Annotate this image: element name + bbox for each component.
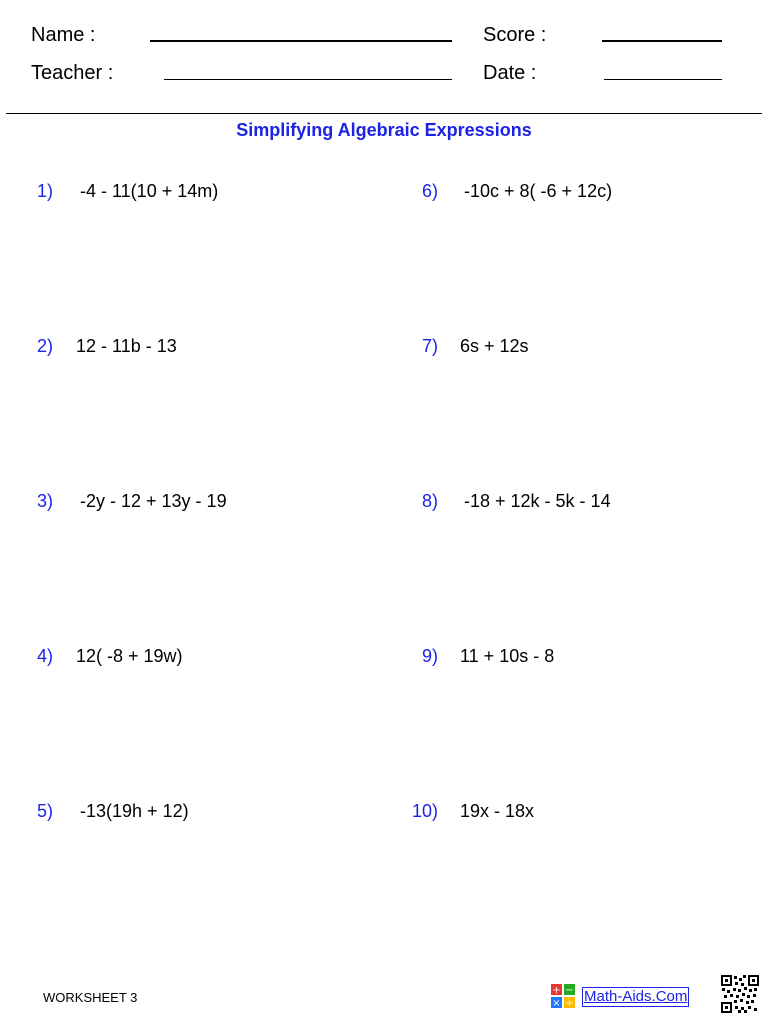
problem-number: 10) [412,801,439,821]
problem-number: 1) [37,181,54,201]
teacher-label: Teacher : [31,62,114,84]
score-line[interactable] [602,40,722,42]
worksheet-number: WORKSHEET 3 [43,990,138,1005]
problem-expression: -4 - 11(10 + 14m) [80,181,219,201]
header-divider [6,113,762,114]
problem-number: 7) [422,336,439,356]
problem-expression: 12 - 11b - 13 [76,336,177,356]
problem-number: 6) [422,181,439,201]
problem-number: 5) [37,801,54,821]
problem-expression: -10c + 8( -6 + 12c) [464,181,613,201]
worksheet-title: Simplifying Algebraic Expressions [236,120,532,140]
problem-expression: -18 + 12k - 5k - 14 [464,491,611,511]
problem-expression: 6s + 12s [460,336,529,356]
name-line[interactable] [150,40,452,42]
name-label: Name : [31,24,96,46]
svg-text:×: × [552,998,561,1008]
score-label: Score : [483,24,547,46]
svg-text:÷: ÷ [565,998,574,1008]
problem-expression: 19x - 18x [460,801,535,821]
problem-number: 4) [37,646,54,666]
svg-text:+: + [552,985,561,996]
problem-expression: 11 + 10s - 8 [460,646,555,666]
problem-number: 8) [422,491,439,511]
math-operations-icon[interactable] [551,984,575,1008]
teacher-line[interactable] [164,79,452,80]
date-label: Date : [483,62,537,84]
math-aids-link[interactable]: Math-Aids.Com [584,988,688,1005]
problem-expression: -13(19h + 12) [80,801,189,821]
problem-number: 3) [37,491,54,511]
problem-expression: 12( -8 + 19w) [76,646,183,666]
svg-text:−: − [565,985,574,996]
problem-number: 9) [422,646,439,666]
date-line[interactable] [604,79,722,80]
problem-number: 2) [37,336,54,356]
problem-expression: -2y - 12 + 13y - 19 [80,491,227,511]
qr-code-icon [720,974,760,1014]
